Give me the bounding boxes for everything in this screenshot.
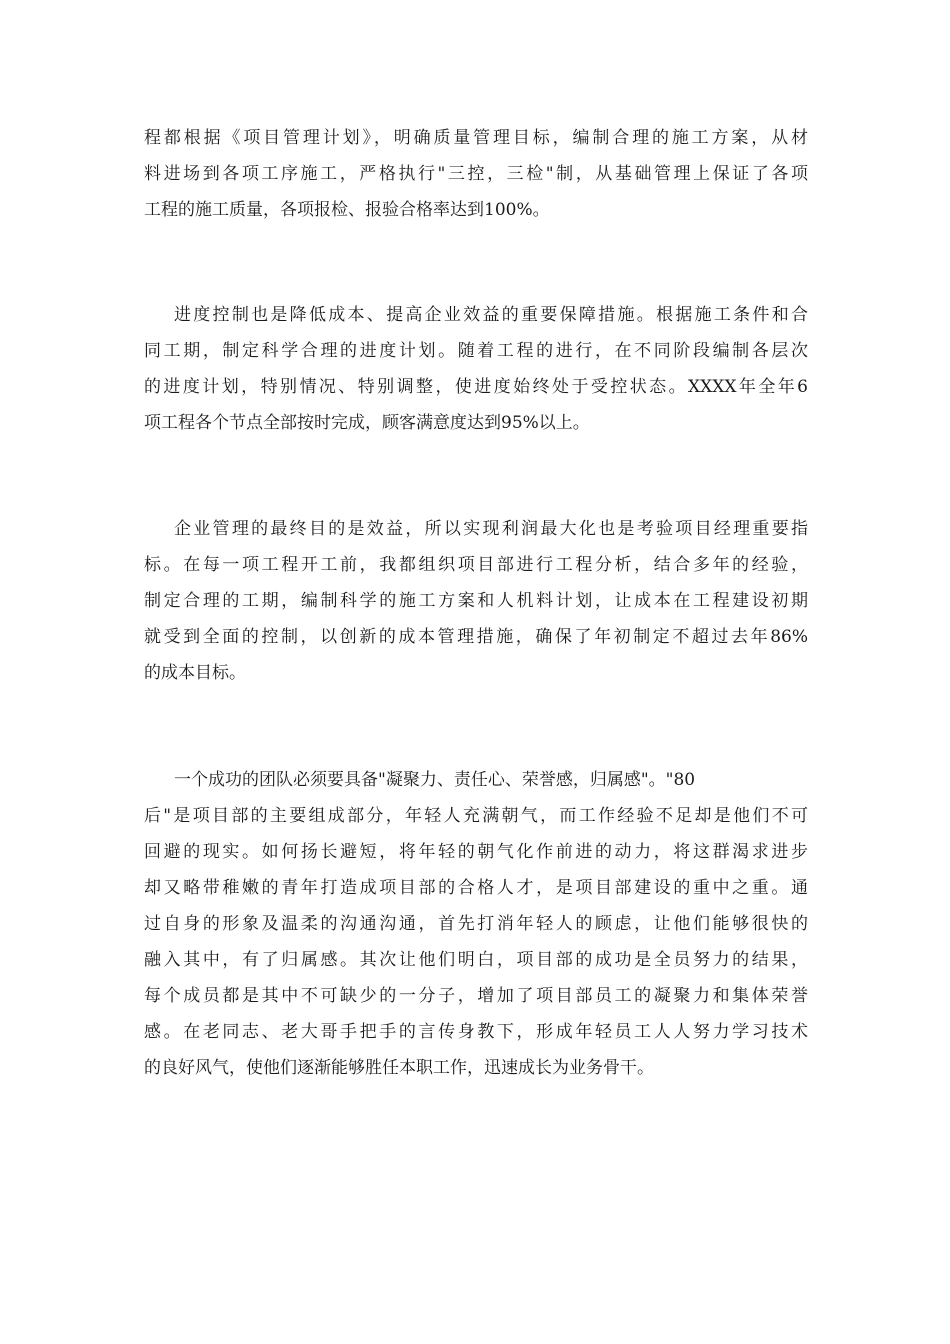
- paragraph-line: 企业管理的最终目的是效益，所以实现利润最大化也是考验项目经理重要指: [174, 519, 808, 539]
- paragraph-line: 制定合理的工期，编制科学的施工方案和人机料计划，让成本在工程建设初期: [144, 591, 808, 611]
- paragraph-schedule-control: [144, 297, 808, 441]
- paragraph-line: 过自身的形象及温柔的沟通沟通，首先打消年轻人的顾虑，让他们能够很快的: [144, 914, 808, 934]
- paragraph-quality-management: [144, 120, 808, 228]
- paragraph-line: 却又略带稚嫩的青年打造成项目部的合格人才，是项目部建设的重中之重。通: [144, 878, 808, 898]
- paragraph-line: 一个成功的团队必须要具备"凝聚力、责任心、荣誉感，归属感"。"80: [174, 770, 696, 790]
- paragraph-line: 工程的施工质量，各项报检、报验合格率达到100%。: [144, 200, 550, 220]
- paragraph-line: 每个成员都是其中不可缺少的一分子，增加了项目部员工的凝聚力和集体荣誉: [144, 986, 808, 1006]
- paragraph-line: 料进场到各项工序施工，严格执行"三控，三检"制，从基础管理上保证了各项: [144, 164, 808, 184]
- paragraph-line: 的进度计划，特别情况、特别调整，使进度始终处于受控状态。XXXX年全年6: [144, 377, 808, 397]
- paragraph-line: 回避的现实。如何扬长避短，将年轻的朝气化作前进的动力，将这群渴求进步: [144, 842, 808, 862]
- paragraph-line: 进度控制也是降低成本、提高企业效益的重要保障措施。根据施工条件和合: [174, 305, 808, 325]
- paragraph-line: 感。在老同志、老大哥手把手的言传身教下，形成年轻员工人人努力学习技术: [144, 1022, 808, 1042]
- paragraph-line: 程都根据《项目管理计划》，明确质量管理目标，编制合理的施工方案，从材: [144, 128, 808, 148]
- paragraph-line: 后"是项目部的主要组成部分，年轻人充满朝气，而工作经验不足却是他们不可: [144, 806, 808, 826]
- paragraph-line: 标。在每一项工程开工前，我都组织项目部进行工程分析，结合多年的经验，: [144, 555, 808, 575]
- paragraph-cost-management: [144, 511, 808, 691]
- paragraph-line: 的良好风气，使他们逐渐能够胜任本职工作，迅速成长为业务骨干。: [144, 1058, 654, 1078]
- paragraph-line: 同工期，制定科学合理的进度计划。随着工程的进行，在不同阶段编制各层次: [144, 341, 808, 361]
- paragraph-line: 融入其中，有了归属感。其次让他们明白，项目部的成功是全员努力的结果，: [144, 950, 808, 970]
- paragraph-line: 项工程各个节点全部按时完成，顾客满意度达到95%以上。: [144, 413, 590, 433]
- paragraph-line: 就受到全面的控制，以创新的成本管理措施，确保了年初制定不超过去年86%: [144, 627, 808, 647]
- paragraph-team-building: [144, 762, 808, 1086]
- paragraph-line: 的成本目标。: [144, 663, 246, 683]
